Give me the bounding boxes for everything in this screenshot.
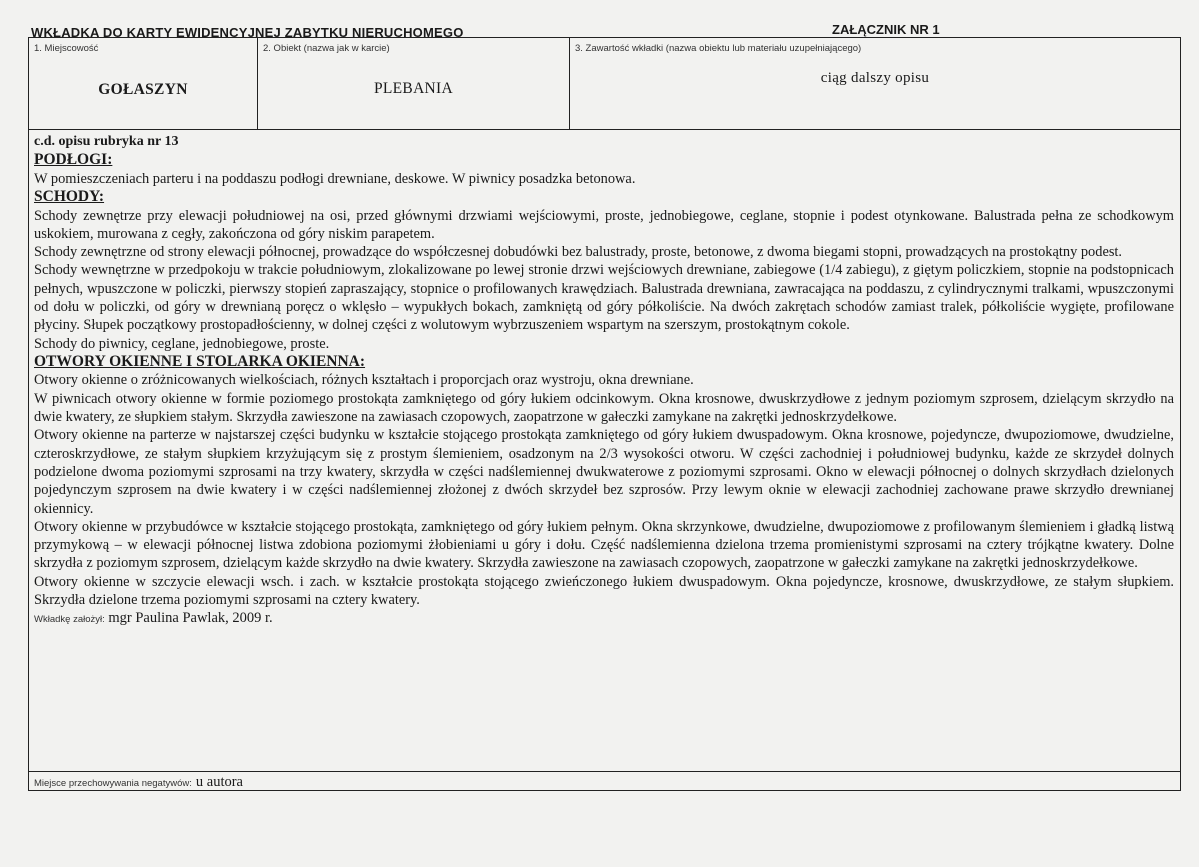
windows-heading: OTWORY OKIENNE I STOLARKA OKIENNA: — [34, 352, 366, 370]
object-cell — [258, 38, 570, 129]
author-line — [34, 609, 1174, 629]
windows-paragraph-1: Otwory okienne o zróżnicowanych wielkościach, różnych kształtach i proporcjach oraz wystroju, okna drewniane. — [34, 372, 694, 389]
description-body — [34, 133, 1174, 629]
locality-label: 1. Miejscowość — [34, 43, 99, 54]
author-label: Wkładkę założył: — [34, 614, 105, 626]
content-value: ciąg dalszy opisu — [820, 70, 930, 86]
negatives-line — [34, 773, 243, 791]
floors-paragraph: W pomieszczeniach parteru i na poddaszu podłogi drewniane, deskowe. W piwnicy posadzka betonowa. — [34, 170, 636, 187]
locality-cell — [29, 38, 258, 129]
footer-divider — [29, 771, 1180, 772]
stairs-paragraph-3: Schody wewnętrzne w przedpokoju w trakcie południowym, zlokalizowane po lewej stronie drzwi wejściowych drewniane, zabiegowe (1/4 zabiegu), z giętym policzkiem, stopnie na podstopnicach pełnych, wpuszczone w policzki, pierwszy stopień zapraszający, stopnice o profilowanych krawędziach. Balustrada drewniana, zawracająca na poddaszu, z cylindrycznymi tralkami, wpuszczonymi od dołu w policzki, od góry w drewnianą poręcz o wklęsło – wypukłych bokach, zamkniętą od góry półkoliście. Na dwóch zakrętach schodów zamiast tralek, półkoliście wygięte, profilowane płyciny. Słupek początkowy prostopadłościenny, w dolnej części z wolutowym wybrzuszeniem wspartym na szerszym, prostokątnym cokole. — [34, 262, 1174, 334]
stairs-heading: SCHODY: — [34, 188, 105, 206]
stairs-paragraph-4: Schody do piwnicy, ceglane, jednobiegowe, proste. — [34, 335, 330, 352]
stairs-paragraph-1: Schody zewnętrze przy elewacji południowej na osi, przed głównymi drzwiami wejściowymi, proste, jednobiegowe, ceglane, stopnie i podest otynkowane. Balustrada pełna ze schodkowym uskokiem, murowana z cegły, zakończona od góry niskim parapetem. — [34, 207, 1174, 242]
windows-paragraph-4: Otwory okienne w przybudówce w kształcie stojącego prostokąta, zamkniętego od góry łukiem pełnym. Okna skrzynkowe, dwudzielne, dwupoziomowe z profilowanym ślemieniem i gładką listwą przymykową – w elewacji północnej listwa zdobiona poziomymi żłobieniami u góry i dołu. Część nadślemienna dzielona trzema promienistymi szprosami na cztery trójkątne kwatery. Dolne skrzydła z poziomym szprosem, dzielącym każde skrzydło na dwie kwatery. Skrzydła zawieszone na zawiasach czopowych, zaopatrzone w gałeczki zamykane na zakrętki jednoskrzydełkowe. — [34, 518, 1174, 572]
negatives-label: Miejsce przechowywania negatywów: — [34, 778, 192, 789]
windows-paragraph-3: Otwory okienne na parterze w najstarszej części budynku w kształcie stojącego prostokąta zamkniętego od góry łukiem dwuspadowym. Okna krosnowe, pojedyncze, dwupoziomowe, dwudzielne, czteroskrzydłowe, ze stałym słupkiem krzyżującym się z prostym ślemieniem, osadzonym na 2/3 wysokości otworu. W części zachodniej i południowej budynku, każde ze skrzydeł dolnych podzielone dwoma poziomymi szprosami na trzy kwatery, skrzydła w części nadślemiennej dwukwaterowe z poziomymi szprosami. Okno w elewacji północnej o dolnych skrzydłach dzielonych pojedynczym szprosem na dwie kwatery i w części nadślemiennej złożonej z dwóch skrzydeł bez szprosów. Przy lewym oknie w elewacji zachodniej zachowane prawe skrzydło drewnianej okiennicy. — [34, 427, 1174, 517]
object-value: PLEBANIA — [373, 80, 454, 97]
content-cell — [570, 38, 1180, 129]
negatives-value: u autora — [195, 774, 243, 790]
windows-paragraph-2: W piwnicach otwory okienne w formie poziomego prostokąta zamkniętego od góry łukiem odcinkowym. Okna krosnowe, dwuskrzydłowe z jednym poziomym szprosem, dzielącym skrzydło na dwie kwatery, ze słupkiem stałym. Skrzydła zawieszone na zawiasach czopowych, zaopatrzone w gałeczki zamykane na zakrętki jednoskrzydełkowe. — [34, 390, 1174, 426]
header-fields-row — [29, 38, 1180, 130]
windows-paragraph-5: Otwory okienne w szczycie elewacji wsch. i zach. w kształcie prostokąta stojącego zwieńczonego łukiem dwuspadowym. Okna pojedyncze, krosnowe, dwuskrzydłowe, ze stałym słupkiem. Skrzydła dzielone trzema poziomymi szprosami na cztery kwatery. — [34, 573, 1174, 609]
object-label: 2. Obiekt (nazwa jak w karcie) — [263, 43, 390, 54]
locality-value: GOŁASZYN — [98, 81, 188, 98]
stairs-paragraph-2: Schody zewnętrzne od strony elewacji północnej, prowadzące do współczesnej dobudówki bez balustrady, proste, betonowe, z dwoma biegami stopni, prowadzących na prostokątny podest. — [34, 244, 1123, 261]
document-title: WKŁADKA DO KARTY EWIDENCYJNEJ ZABYTKU NIERUCHOMEGO — [31, 25, 464, 40]
record-form — [28, 37, 1181, 791]
annex-number: ZAŁĄCZNIK NR 1 — [832, 22, 940, 37]
rubric-heading: c.d. opisu rubryka nr 13 — [34, 134, 179, 149]
author-value: mgr Paulina Pawlak, 2009 r. — [108, 610, 273, 627]
content-label: 3. Zawartość wkładki (nazwa obiektu lub materiału uzupełniającego) — [575, 43, 862, 54]
floors-heading: PODŁOGI: — [34, 151, 113, 169]
